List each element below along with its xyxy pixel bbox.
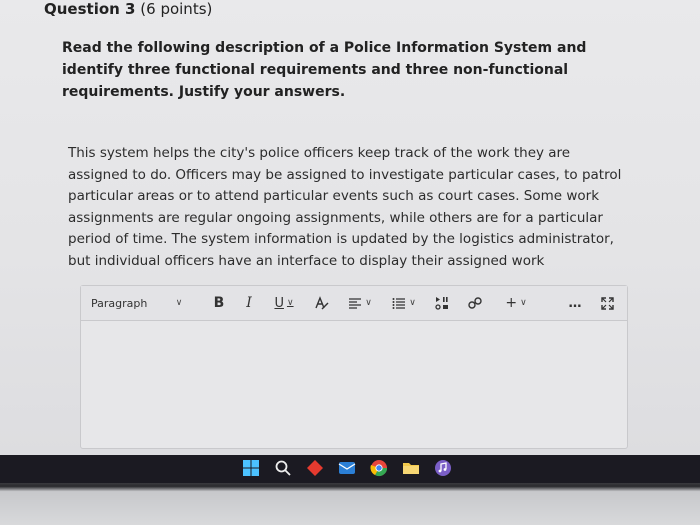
paragraph-style-dropdown[interactable] bbox=[81, 286, 169, 320]
file-explorer-icon[interactable] bbox=[402, 459, 420, 477]
bold-button[interactable]: B bbox=[213, 295, 225, 311]
underline-label: U bbox=[274, 295, 284, 311]
plus-label: + bbox=[505, 295, 518, 311]
underline-button[interactable] bbox=[264, 286, 304, 320]
windows-start-icon[interactable] bbox=[242, 459, 260, 477]
music-icon[interactable] bbox=[434, 459, 452, 477]
more-options-button[interactable]: … bbox=[568, 295, 582, 311]
align-button[interactable] bbox=[338, 286, 382, 320]
question-prompt: Read the following description of a Police Information System and identify three functional requirements and three non-functional requirements. Justify your answers. bbox=[62, 40, 587, 100]
question-header bbox=[44, 0, 212, 18]
paragraph-style-label: Paragraph bbox=[91, 296, 148, 310]
chevron-down-icon: ∨ bbox=[286, 298, 294, 308]
taskbar bbox=[0, 455, 700, 483]
chevron-down-icon: ∨ bbox=[520, 298, 527, 308]
fullscreen-button[interactable] bbox=[592, 286, 622, 320]
insert-media-button[interactable] bbox=[426, 286, 458, 320]
expand-icon bbox=[601, 297, 614, 310]
insert-more-button[interactable] bbox=[492, 286, 540, 320]
text-color-icon bbox=[313, 296, 329, 310]
chevron-down-icon: ∨ bbox=[409, 298, 416, 308]
app-red-icon[interactable] bbox=[306, 459, 324, 477]
list-icon bbox=[392, 297, 406, 309]
link-icon bbox=[467, 296, 483, 310]
search-icon[interactable] bbox=[274, 459, 292, 477]
chrome-icon[interactable] bbox=[370, 459, 388, 477]
answer-editor bbox=[80, 285, 628, 449]
monitor-bezel bbox=[0, 483, 700, 525]
chevron-down-icon: ∨ bbox=[365, 298, 372, 308]
text-color-button[interactable] bbox=[304, 286, 338, 320]
scenario-description: This system helps the city's police officers keep track of the work they are assigned to do. Officers may be assigned to investigate particular cases, to patrol particular areas or to attend particular events such as court cases. Some work assignments are regular ongoing assignments, while others are for a particular period of time. The system information is updated by the logistics administrator, but individual officers have an interface to display their assigned work bbox=[68, 145, 622, 269]
chevron-down-icon[interactable]: ∨ bbox=[175, 298, 183, 308]
question-number: Question 3 bbox=[44, 0, 136, 18]
mail-icon[interactable] bbox=[338, 459, 356, 477]
editor-toolbar bbox=[81, 286, 627, 321]
italic-button[interactable]: I bbox=[246, 295, 252, 311]
media-icon bbox=[435, 296, 449, 310]
question-points: (6 points) bbox=[140, 0, 213, 18]
list-button[interactable] bbox=[382, 286, 426, 320]
insert-link-button[interactable] bbox=[458, 286, 492, 320]
answer-text-area[interactable] bbox=[81, 321, 627, 447]
align-left-icon bbox=[348, 297, 362, 309]
